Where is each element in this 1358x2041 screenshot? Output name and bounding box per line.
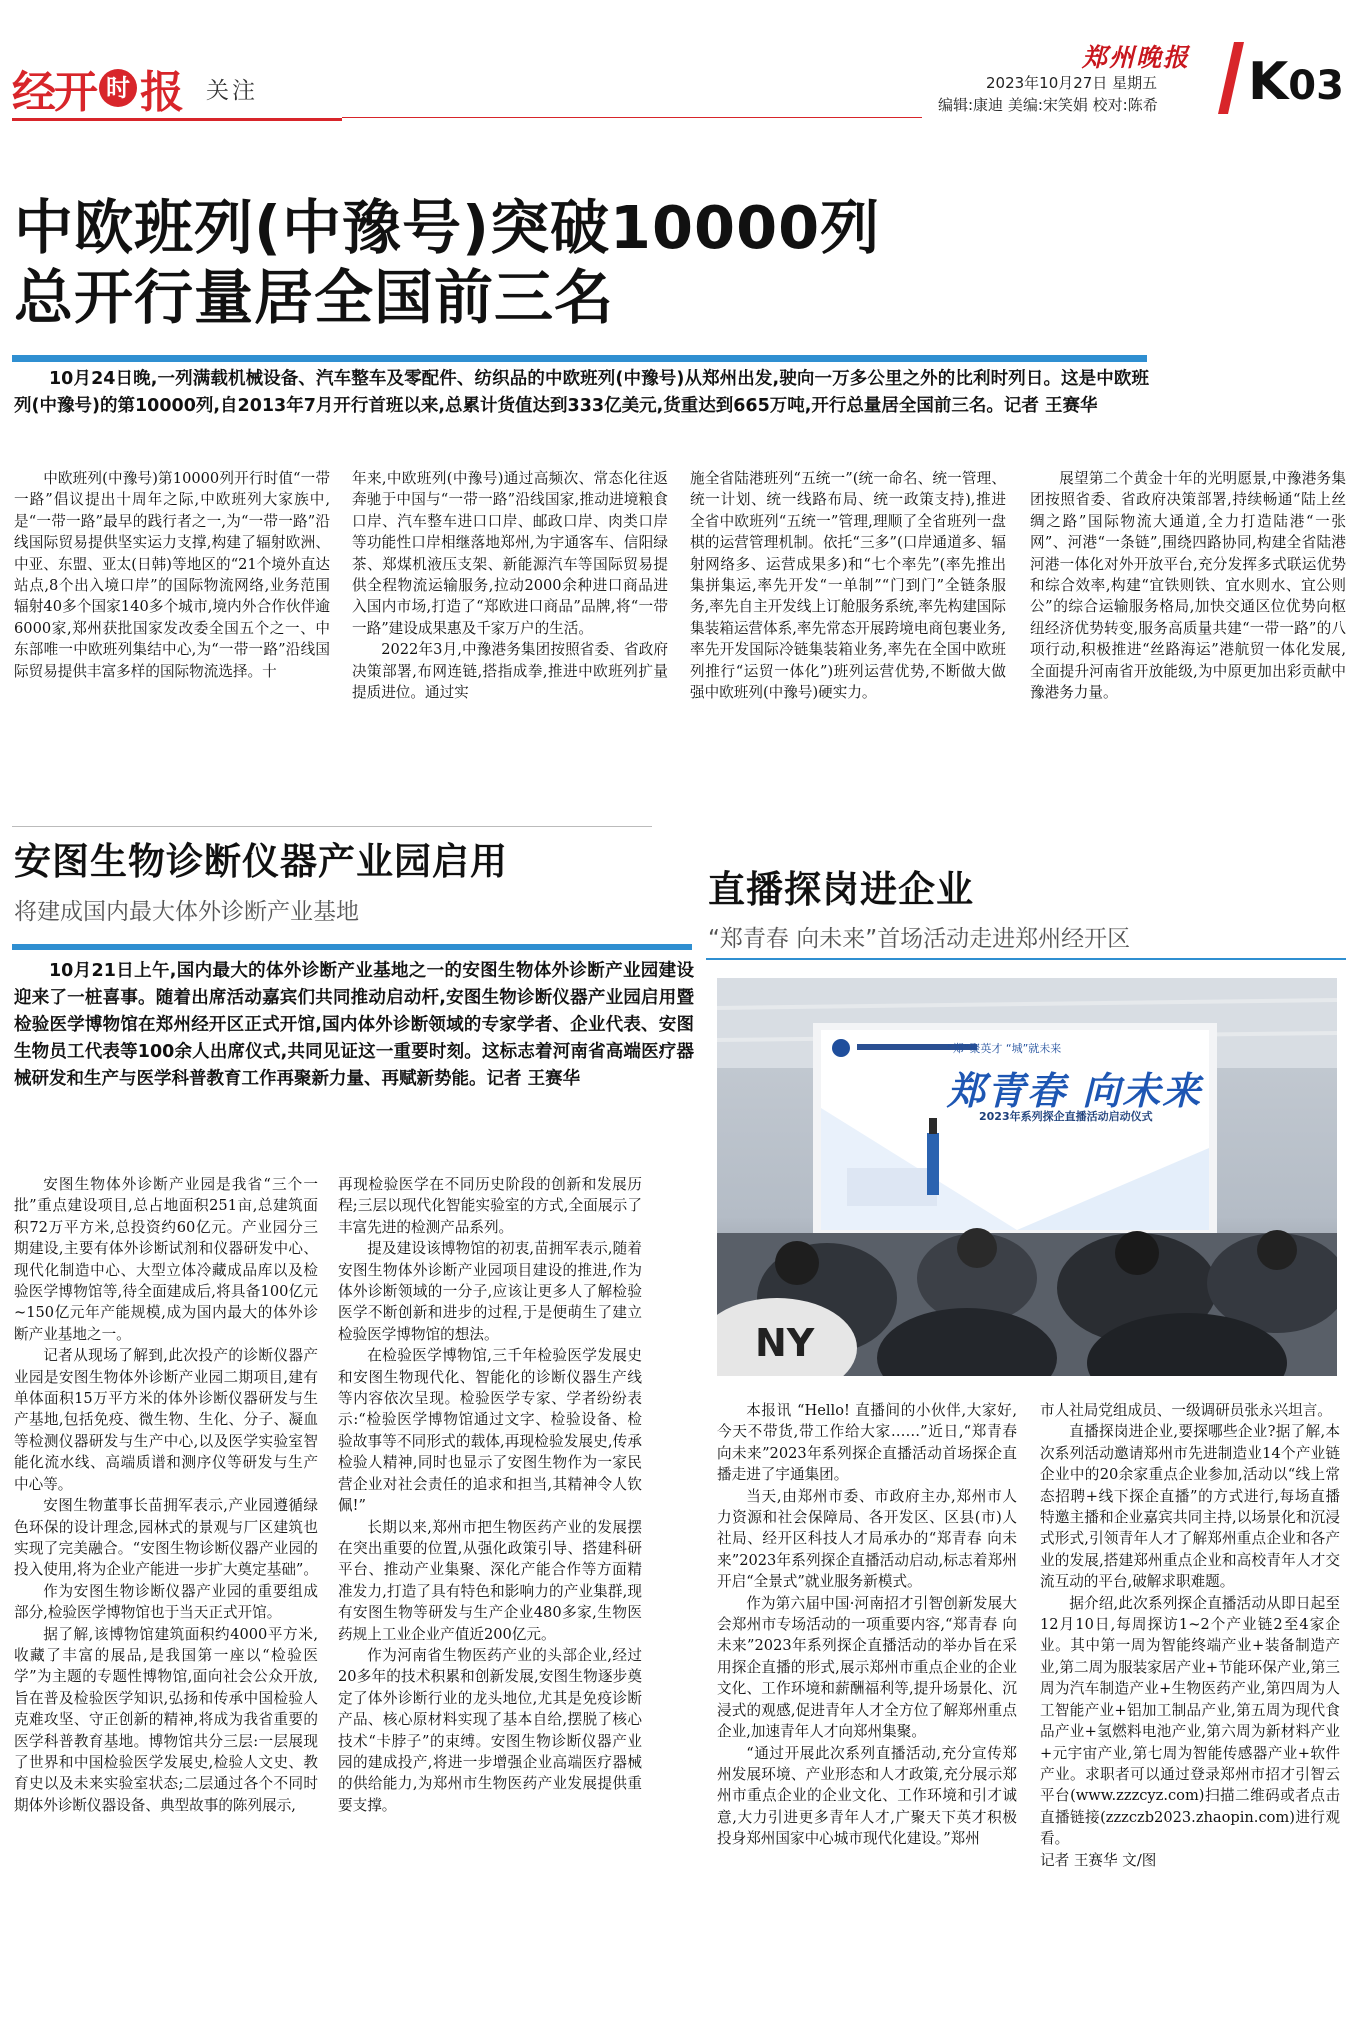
photo-banner-main: 郑青春 向未来 xyxy=(947,1068,1203,1113)
article1-title-line1: 中欧班列(中豫号)突破10000列 xyxy=(14,193,881,262)
article2-title: 安图生物诊断仪器产业园启用 xyxy=(14,840,508,883)
article2-paragraph: 提及建设该博物馆的初衷,苗拥军表示,随着安图生物体外诊断产业园项目建设的推进,作为体外诊断领域的一分子,应该让更多人了解检验医学不断创新和进步的过程,于是便萌生了建立检验医学博物馆的想法。 xyxy=(338,1240,642,1343)
photo-banner-sub: 2023年系列探企直播活动启动仪式 xyxy=(979,1110,1153,1123)
event-photo xyxy=(717,978,1337,1376)
masthead-underline xyxy=(12,118,342,121)
photo-shirt-text: NY xyxy=(755,1321,815,1365)
article3-column-2 xyxy=(1040,1400,1340,1871)
masthead-rule xyxy=(342,117,922,118)
page-letter: K xyxy=(1248,52,1289,112)
article2-top-rule xyxy=(12,826,652,827)
article1-paragraph: 施全省陆港班列“五统一”(统一命名、统一管理、统一计划、统一线路布局、统一政策支持),推进全省中欧班列“五统一”管理,理顺了全省班列一盘棋的运营管理机制。依托“三多”(口岸通道多、辐射网络多、运营成果多)和“七个率先”(率先推出集拼集运,率先开发“一单制”“门到门”全链条服务,率先自主开发线上订舱服务系统,率先构建国际集装箱运营体系,率先常态开展跨境电商包裹业务,率先开发国际冷链集装箱业务,率先在全国中欧班列推行“运贸一体化”)班列运营优势,不断做大做强中欧班列(中豫号)硬实力。 xyxy=(690,470,1006,702)
article2-paragraph: 安图生物董事长苗拥军表示,产业园遵循绿色环保的设计理念,园林式的景观与厂区建筑也实现了完美融合。“安图生物诊断仪器产业园的投入使用,将为企业产能进一步扩大奠定基础”。 xyxy=(14,1497,318,1579)
issue-date: 2023年10月27日 星期五 xyxy=(986,74,1158,92)
section-brand-circle: 时 xyxy=(99,69,137,107)
article1-column-3 xyxy=(690,468,1006,703)
article2-paragraph: 长期以来,郑州市把生物医药产业的发展摆在突出重要的位置,从强化政策引导、搭建科研平台、推动产业集聚、深化产能合作等方面精准发力,打造了具有特色和影响力的产业集群,现有安图生物等研发与生产企业480多家,生物医药规上工业企业产值近200亿元。 xyxy=(338,1518,642,1643)
staff-credits: 编辑:康迪 美编:宋笑娟 校对:陈希 xyxy=(938,96,1158,114)
article2-paragraph: 记者从现场了解到,此次投产的诊断仪器产业园是安图生物体外诊断产业园二期项目,建有单体面积15万平方米的体外诊断仪器研发与生产基地,包括免疫、微生物、生化、分子、凝血等检测仪器研发与生产中心,以及医学实验室智能化流水线、高端质谱和测序仪等研发与生产中心等。 xyxy=(14,1347,318,1493)
article3-title-rule xyxy=(706,958,1346,960)
article3-paragraph: 直播探岗进企业,要探哪些企业?据了解,本次系列活动邀请郑州市先进制造业14个产业链企业中的20余家重点企业参加,活动以“线上常态招聘+线下探企直播”的方式进行,每场直播特邀主播和企业嘉宾共同主持,以场景化和沉浸式形式,引领青年人才了解郑州重点企业和各产业的发展,搭建郑州重点企业和高校青年人才交流互动的平台,破解求职难题。 xyxy=(1040,1423,1340,1591)
article3-paragraph: 市人社局党组成员、一级调研员张永兴坦言。 xyxy=(1040,1402,1332,1419)
page-slash-icon xyxy=(1218,42,1244,114)
article3-paragraph: 作为第六届中国·河南招才引智创新发展大会郑州市专场活动的一项重要内容,“郑青春 向未来”2023年系列探企直播活动的举办旨在采用探企直播的形式,展示郑州市重点企业的企业文化、工作环境和薪酬福利等,提升场景化、沉浸式的观感,促进青年人才全方位了解郑州重点企业,加速青年人才向郑州集聚。 xyxy=(717,1594,1017,1741)
article2-paragraph: 作为安图生物诊断仪器产业园的重要组成部分,检验医学博物馆也于当天正式开馆。 xyxy=(14,1582,318,1622)
article2-paragraph: 据了解,该博物馆建筑面积约4000平方米,收藏了丰富的展品,是我国第一座以“检验医学”为主题的专题性博物馆,面向社会公众开放,旨在普及检验医学知识,弘扬和传承中国检验人克难攻坚、守正创新的精神,将成为我省重要的医学科普教育基地。博物馆共分三层:一层展现了世界和中国检验医学发展史,检验人文史、教育史以及未来实验室状态;二层通过各个不同时期体外诊断仪器设备、典型故事的陈列展示, xyxy=(14,1625,318,1814)
article3-paragraph: “通过开展此次系列直播活动,充分宣传郑州发展环境、产业形态和人才政策,充分展示郑州市重点企业的企业文化、工作环境和引才诚意,大力引进更多青年人才,广聚天下英才积极投身郑州国家中心城市现代化建设。”郑州 xyxy=(717,1744,1017,1848)
section-brand-b: 报 xyxy=(140,67,184,118)
article1-title-rule xyxy=(12,355,1147,362)
article3-paragraph: 本报讯 “Hello! 直播间的小伙伴,大家好,今天不带货,带工作给大家……”近日,“郑青春 向未来”2023年系列探企直播活动首场探企直播走进了宇通集团。 xyxy=(717,1402,1017,1484)
event-photo-scene xyxy=(717,978,1337,1376)
section-name: 关注 xyxy=(206,77,258,104)
article3-paragraph: 据介绍,此次系列探企直播活动从即日起至12月10日,每周探访1~2个产业链2至4家企业。其中第一周为智能终端产业+装备制造产业,第二周为服装家居产业+节能环保产业,第三周为汽车制造产业+生物医药产业,第四周为人工智能产业+铝加工制品产业,第五周为现代食品产业+氢燃料电池产业,第六周为新材料产业+元宇宙产业,第七周为智能传感器产业+软件产业。求职者可以通过登录郑州市招才引智云平台(www.zzzcyz.com)扫描二维码或者点击直播链接(zzzczb2023.zhaopin.com)进行观看。 xyxy=(1040,1594,1340,1848)
article2-paragraph: 在检验医学博物馆,三千年检验医学发展史和安图生物现代化、智能化的诊断仪器生产线等内容依次呈现。检验医学专家、学者纷纷表示:“检验医学博物馆通过文字、检验设备、检验故事等不同形式的载体,再现检验发展史,传承检验人精神,同时也显示了安图生物作为一家民营企业对社会责任的追求和担当,其精神令人钦佩!” xyxy=(338,1347,642,1515)
article3-paragraph: 当天,由郑州市委、市政府主办,郑州市人力资源和社会保障局、各开发区、区县(市)人社局、经开区科技人才局承办的“郑青春 向未来”2023年系列探企直播活动启动,标志着郑州开启“全景式”就业服务新模式。 xyxy=(717,1487,1017,1591)
article2-lead: 10月21日上午,国内最大的体外诊断产业基地之一的安图生物体外诊断产业园建设迎来了一桩喜事。随着出席活动嘉宾们共同推动启动杆,安图生物诊断仪器产业园启用暨检验医学博物馆在郑州经开区正式开馆,国内体外诊断领域的专家学者、企业代表、安图生物员工代表等100余人出席仪式,共同见证这一重要时刻。这标志着河南省高端医疗器械研发和生产与医学科普教育工作再聚新力量、再赋新势能。记者 王赛华 xyxy=(14,961,694,1089)
article1-paragraph: 中欧班列(中豫号)第10000列开行时值“一带一路”倡议提出十周年之际,中欧班列大家族中,是“一带一路”最早的践行者之一,为“一带一路”沿线国际贸易提供坚实运力支撑,构建了辐射欧洲、中亚、东盟、亚太(日韩)等地区的“21个境外直达站点,8个出入境口岸”的国际物流网络,业务范围辐射40多个国家140多个城市,境内外合作伙伴逾6000家,郑州获批国家发改委全国五个之一、中东部唯一中欧班列集结中心,为“一带一路”沿线国际贸易提供丰富多样的国际物流选择。十 xyxy=(14,470,330,680)
article1-column-2 xyxy=(352,468,668,703)
article1-column-1 xyxy=(14,468,330,682)
page-number xyxy=(1248,52,1344,112)
article3-column-1 xyxy=(717,1400,1017,1850)
article1-paragraph: 2022年3月,中豫港务集团按照省委、省政府决策部署,布网连链,搭指成拳,推进中欧班列扩量提质进位。通过实 xyxy=(352,641,668,702)
article2-paragraph: 安图生物体外诊断产业园是我省“三个一批”重点建设项目,总占地面积251亩,总建筑面积72万平方米,总投资约60亿元。产业园分三期建设,主要有体外诊断试剂和仪器研发中心、现代化制造中心、大型立体冷藏成品库以及检验医学博物馆等,待全面建成后,将具备100亿元~150亿元年产能规模,成为国内最大的体外诊断产业基地之一。 xyxy=(14,1176,318,1343)
article1-column-4 xyxy=(1030,468,1346,703)
article2-column-2 xyxy=(338,1174,642,1816)
masthead xyxy=(0,0,1358,120)
article3-title: 直播探岗进企业 xyxy=(708,868,974,911)
article1-paragraph: 展望第二个黄金十年的光明愿景,中豫港务集团按照省委、省政府决策部署,持续畅通“陆上丝绸之路”国际物流大通道,全力打造陆港“一张网”、河港“一条链”,围绕四路协同,构建全省陆港河港一体化对外开放平台,充分发挥多式联运优势和综合效率,构建“宜铁则铁、宜水则水、宜公则公”的综合运输服务格局,加快交通区位优势向枢纽经济优势转变,服务高质量共建“一带一路”的八项行动,积极推进“丝路海运”港航贸一体化发展,全面提升河南省开放能级,为中原更加出彩贡献中豫港务力量。 xyxy=(1030,470,1346,702)
article1-paragraph: 年来,中欧班列(中豫号)通过高频次、常态化往返奔驰于中国与“一带一路”沿线国家,推动进境粮食口岸、汽车整车进口口岸、邮政口岸、肉类口岸等功能性口岸相继落地郑州,为宇通客车、信阳绿茶、郑煤机液压支架、新能源汽车等国际贸易提供全程物流运输服务,拉动2000余种进口商品进入国内市场,打造了“郑欧进口商品”品牌,将“一带一路”建设成果惠及千家万户的生活。 xyxy=(352,470,668,637)
section-brand-a: 经开 xyxy=(12,67,96,118)
article2-subtitle: 将建成国内最大体外诊断产业基地 xyxy=(14,899,359,925)
article2-title-rule xyxy=(12,944,692,950)
page-digits: 03 xyxy=(1288,63,1344,109)
photo-banner-top: “郑”聚英才 “城”就未来 xyxy=(947,1042,1062,1055)
article1-title-line2: 总开行量居全国前三名 xyxy=(14,263,615,332)
article2-paragraph: 再现检验医学在不同历史阶段的创新和发展历程;三层以现代化智能实验室的方式,全面展示了丰富先进的检测产品系列。 xyxy=(338,1176,642,1236)
article2-column-1 xyxy=(14,1174,318,1816)
section-brand xyxy=(12,60,258,116)
article3-subtitle: “郑青春 向未来”首场活动走进郑州经开区 xyxy=(708,926,1131,952)
article1-lead: 10月24日晚,一列满载机械设备、汽车整车及零配件、纺织品的中欧班列(中豫号)从郑州出发,驶向一万多公里之外的比利时列日。这是中欧班列(中豫号)的第10000列,自2013年7月开行首班以来,总累计货值达到333亿美元,货重达到665万吨,开行总量居全国前三名。记者 王赛华 xyxy=(14,369,1149,416)
newspaper-logo: 郑州晚报 xyxy=(1082,43,1191,72)
article2-paragraph: 作为河南省生物医药产业的头部企业,经过20多年的技术积累和创新发展,安图生物逐步奠定了体外诊断行业的龙头地位,尤其是免疫诊断产品、核心原材料实现了基本自给,摆脱了核心技术“卡脖子”的束缚。安图生物诊断仪器产业园的建成投产,将进一步增强企业高端医疗器械的供给能力,为郑州市生物医药产业发展提供重要支撑。 xyxy=(338,1646,642,1814)
article3-byline: 记者 王赛华 文/图 xyxy=(1040,1851,1157,1869)
